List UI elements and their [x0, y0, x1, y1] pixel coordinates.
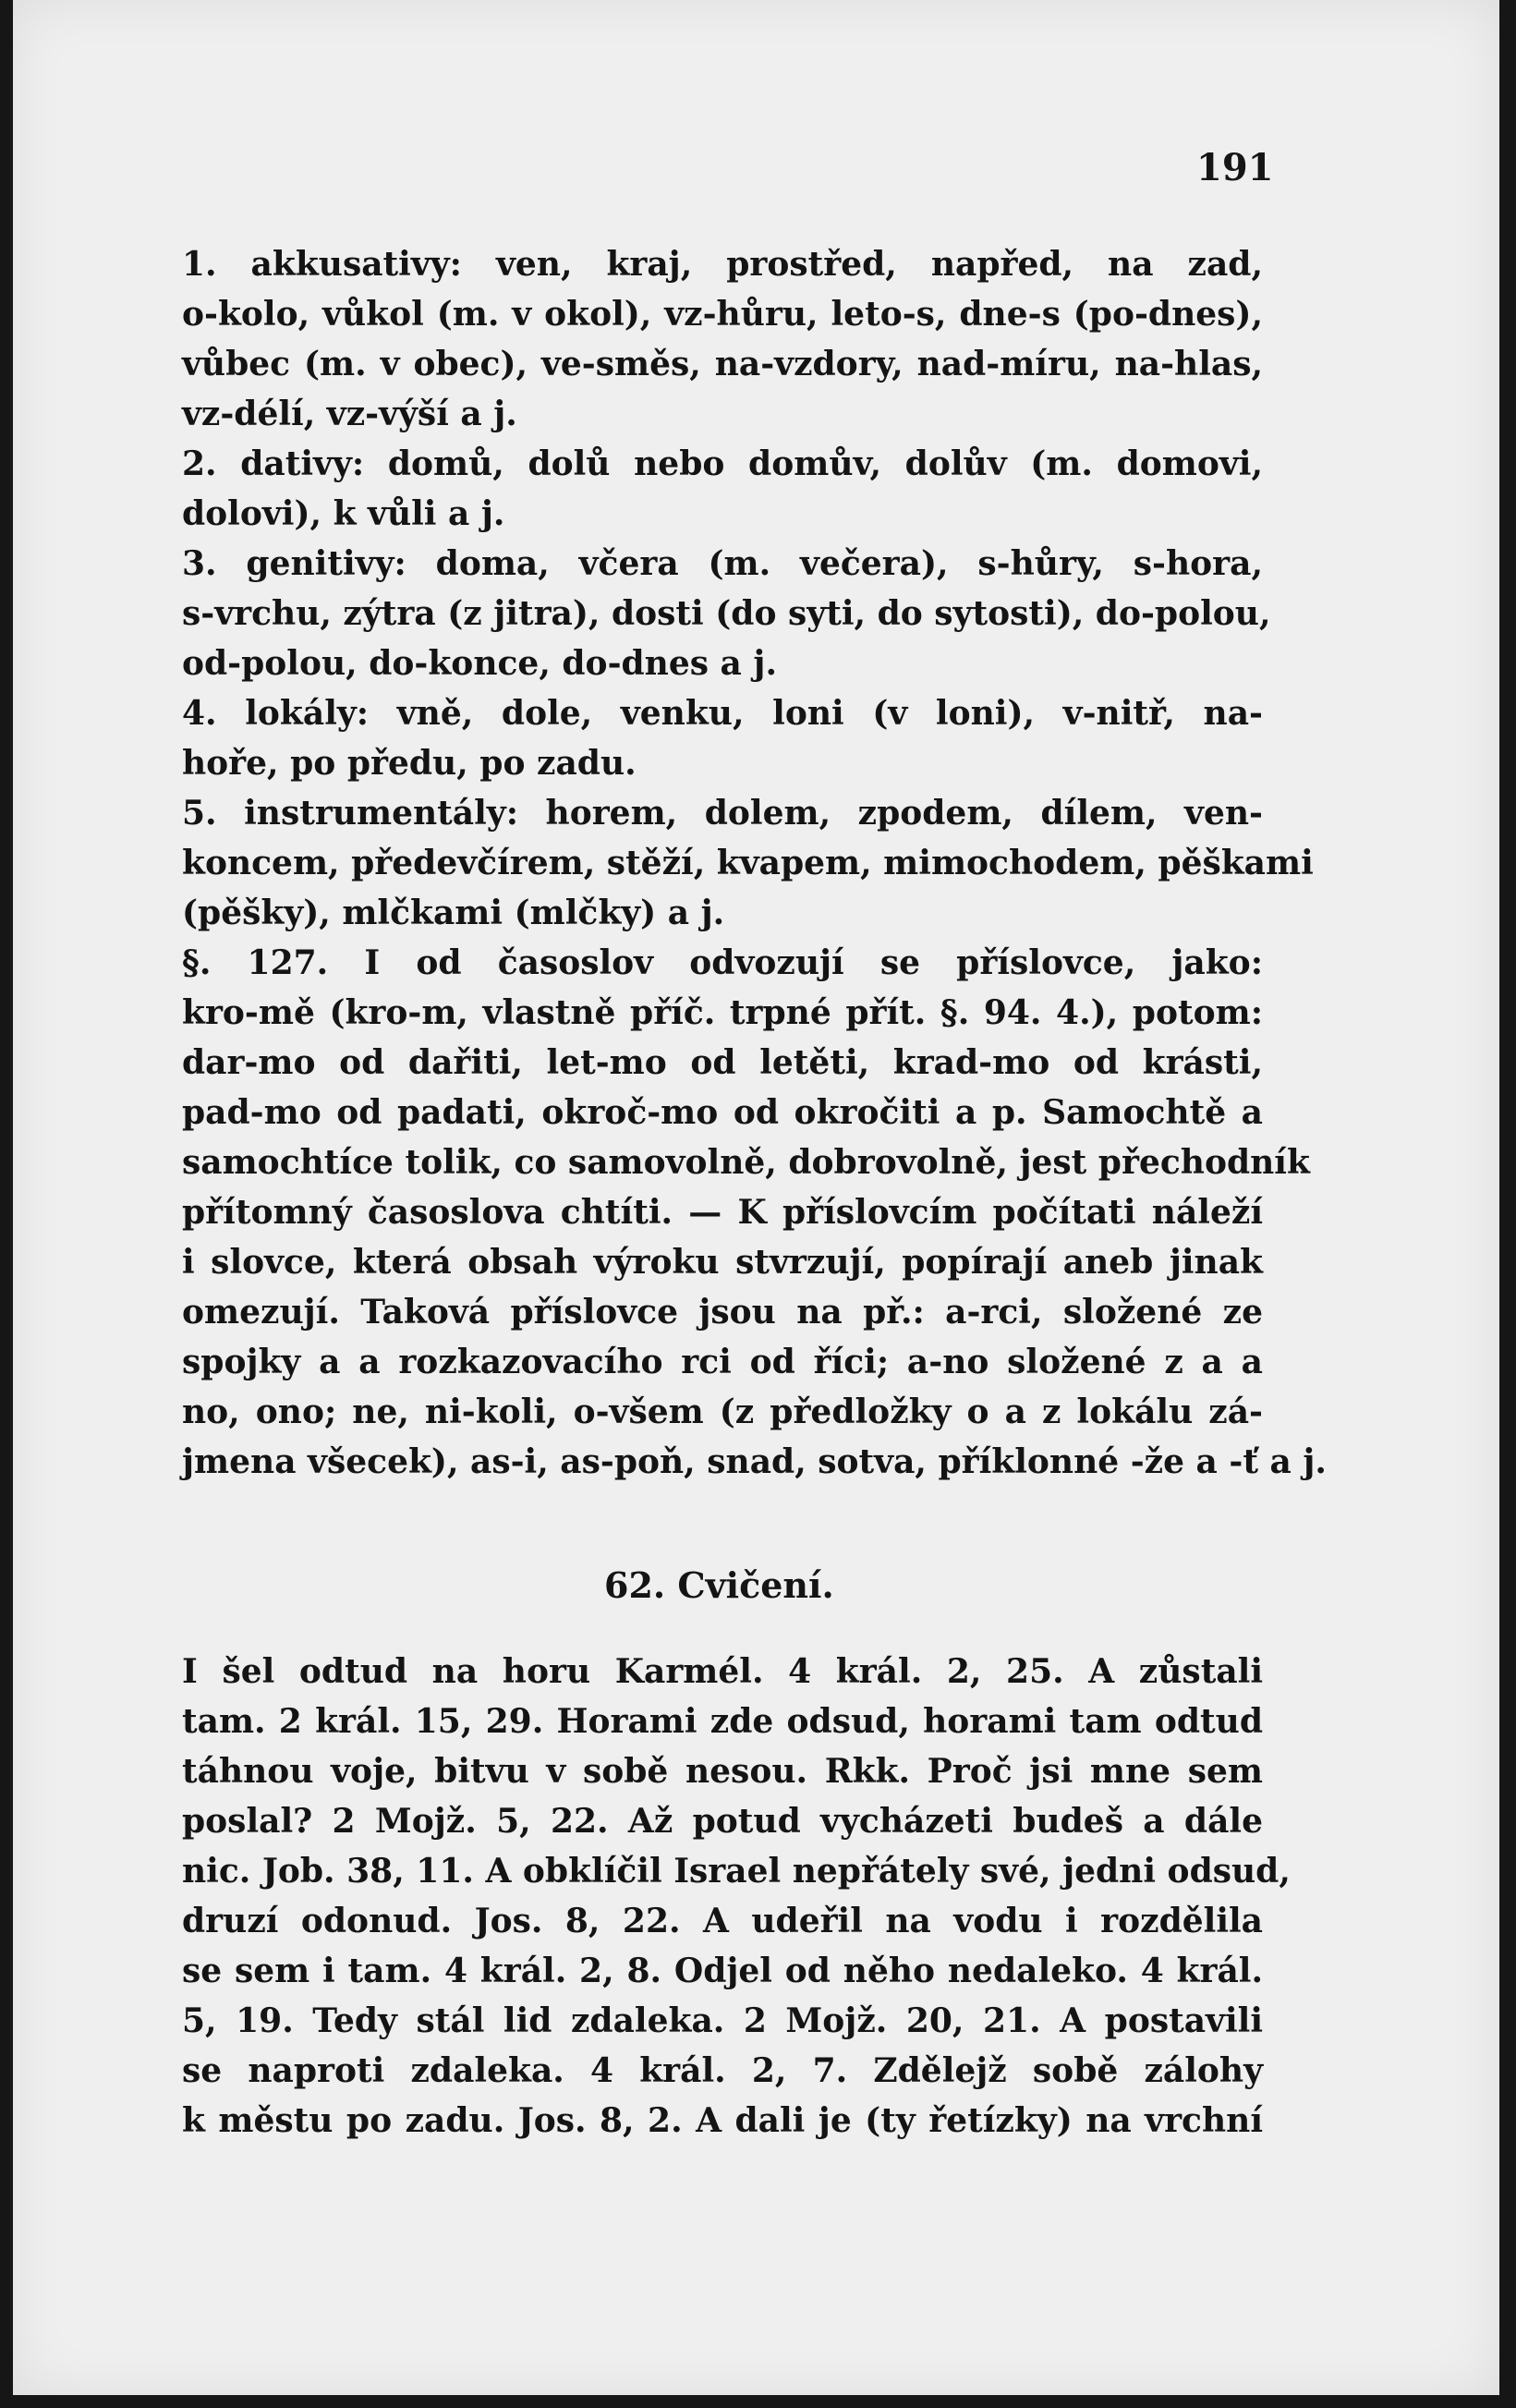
text-line: 1. akkusativy: ven, kraj, prostřed, napřed, na zad,	[182, 245, 1263, 284]
text-line: 2. dativy: domů, dolů nebo domův, dolův (m. domovi,	[182, 444, 1263, 483]
text-line: (pěšky), mlčkami (mlčky) a j.	[182, 894, 725, 932]
text-line: nic. Job. 38, 11. A obklíčil Israel nepřátely své, jedni odsud,	[182, 1852, 1291, 1891]
text-line: od-polou, do-konce, do-dnes a j.	[182, 644, 777, 683]
text-line: tam. 2 král. 15, 29. Horami zde odsud, horami tam odtud	[182, 1702, 1263, 1741]
text-line: přítomný časoslova chtíti. — K příslovcím počítati náleží	[182, 1193, 1263, 1232]
text-line: kro-mě (kro-m, vlastně příč. trpné přít. §. 94. 4.), potom:	[182, 993, 1263, 1032]
text-line: dar-mo od dařiti, let-mo od letěti, krad-mo od krásti,	[182, 1043, 1263, 1082]
text-line: pad-mo od padati, okroč-mo od okročiti a p. Samochtě a	[182, 1093, 1263, 1132]
text-line: 5, 19. Tedy stál lid zdaleka. 2 Mojž. 20, 21. A postavili	[182, 2001, 1263, 2040]
text-line: samochtíce tolik, co samovolně, dobrovolně, jest přechodník	[182, 1143, 1310, 1182]
text-line: omezují. Taková příslovce jsou na př.: a-rci, složené ze	[182, 1293, 1263, 1332]
text-line: koncem, předevčírem, stěží, kvapem, mimochodem, pěškami	[182, 844, 1314, 882]
text-line: §. 127. I od časoslov odvozují se příslovce, jako:	[182, 943, 1263, 982]
book-page	[13, 0, 1499, 2395]
page-number: 191	[1196, 146, 1274, 189]
text-line: jmena všecek), as-i, as-poň, snad, sotva, příklonné -že a -ť a j.	[182, 1442, 1327, 1481]
text-line: táhnou voje, bitvu v sobě nesou. Rkk. Proč jsi mne sem	[182, 1752, 1263, 1791]
text-line: k městu po zadu. Jos. 8, 2. A dali je (ty řetízky) na vrchní	[182, 2101, 1263, 2140]
text-line: s-vrchu, zýtra (z jitra), dosti (do syti, do sytosti), do-polou,	[182, 594, 1271, 633]
text-line: vz-délí, vz-výší a j.	[182, 395, 517, 433]
text-line: I šel odtud na horu Karmél. 4 král. 2, 25. A zůstali	[182, 1652, 1263, 1691]
text-line: i slovce, která obsah výroku stvrzují, popírají aneb jinak	[182, 1243, 1263, 1282]
text-line: o-kolo, vůkol (m. v okol), vz-hůru, leto-s, dne-s (po-dnes),	[182, 295, 1263, 334]
text-line: se sem i tam. 4 král. 2, 8. Odjel od něho nedaleko. 4 král.	[182, 1952, 1263, 1990]
text-line: 5. instrumentály: horem, dolem, zpodem, dílem, ven-	[182, 794, 1263, 833]
text-line: poslal? 2 Mojž. 5, 22. Až potud vycházeti budeš a dále	[182, 1802, 1263, 1841]
text-line: dolovi), k vůli a j.	[182, 494, 505, 533]
text-line: vůbec (m. v obec), ve-směs, na-vzdory, nad-míru, na-hlas,	[182, 345, 1263, 383]
text-line: no, ono; ne, ni-koli, o-všem (z předložky o a z lokálu zá-	[182, 1393, 1263, 1431]
text-line: se naproti zdaleka. 4 král. 2, 7. Zdělejž sobě zálohy	[182, 2051, 1263, 2090]
exercise-heading: 62. Cvičení.	[604, 1564, 834, 1606]
text-line: 4. lokály: vně, dole, venku, loni (v loni), v-nitř, na-	[182, 694, 1263, 733]
text-line: spojky a a rozkazovacího rci od říci; a-no složené z a a	[182, 1343, 1263, 1381]
text-line: druzí odonud. Jos. 8, 22. A udeřil na vodu i rozdělila	[182, 1902, 1263, 1940]
text-line: 3. genitivy: doma, včera (m. večera), s-hůry, s-hora,	[182, 544, 1263, 583]
text-line: hoře, po předu, po zadu.	[182, 744, 637, 783]
